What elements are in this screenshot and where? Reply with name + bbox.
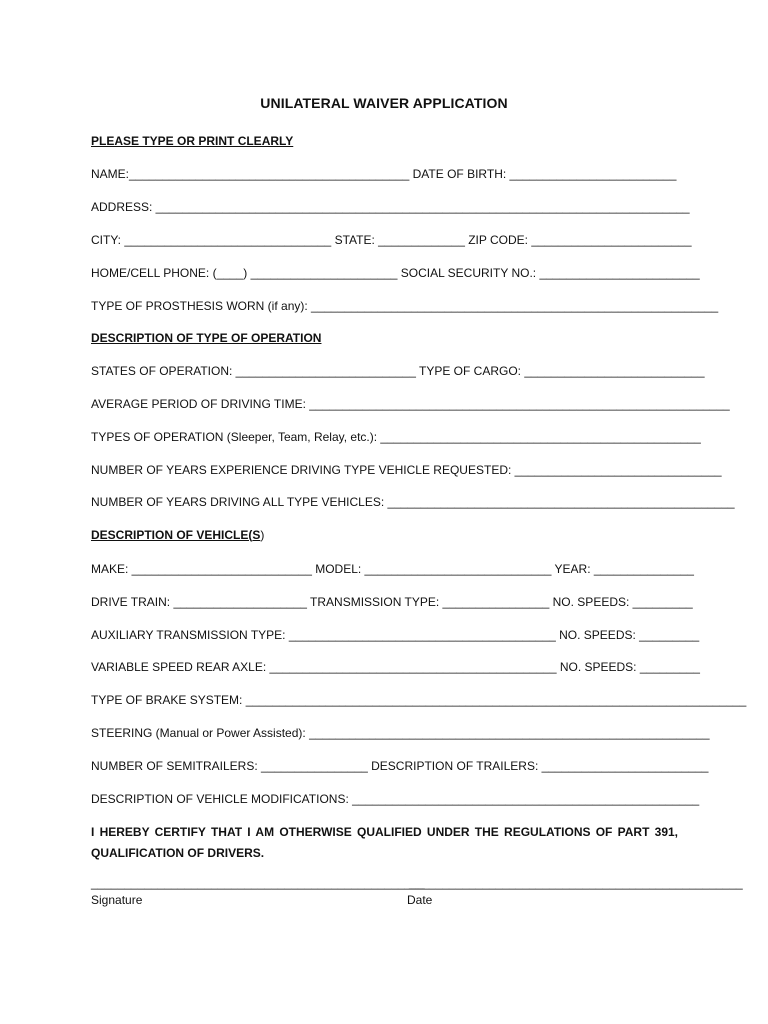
prosthesis-field[interactable]: TYPE OF PROSTHESIS WORN (if any): _____________________________________________________________ [91,299,719,313]
years-requested-field[interactable]: NUMBER OF YEARS EXPERIENCE DRIVING TYPE VEHICLE REQUESTED: _______________________________ [91,463,722,477]
modifications-field[interactable]: DESCRIPTION OF VEHICLE MODIFICATIONS: ____________________________________________________ [91,792,700,806]
semitrailers-field[interactable]: NUMBER OF SEMITRAILERS: ________________ DESCRIPTION OF TRAILERS: _________________________ [91,759,709,773]
form-title: UNILATERAL WAIVER APPLICATION [260,95,508,111]
aux-transmission-field[interactable]: AUXILIARY TRANSMISSION TYPE: ________________________________________ NO. SPEEDS: _________ [91,628,700,642]
vehicle-heading [91,527,681,543]
make-model-year-field[interactable]: MAKE: ___________________________ MODEL: ____________________________ YEAR: _______________ [91,562,694,576]
driving-time-field[interactable]: AVERAGE PERIOD OF DRIVING TIME: _______________________________________________________________ [91,397,730,411]
brake-system-field[interactable]: TYPE OF BRAKE SYSTEM: ___________________________________________________________________________ [91,693,747,707]
date-label: Date [407,893,433,907]
certification-statement: I HEREBY CERTIFY THAT I AM OTHERWISE QUALIFIED UNDER THE REGULATIONS OF PART 391, QUALIFICATION OF DRIVERS. [91,825,678,860]
city-state-zip-field[interactable]: CITY: _______________________________ STATE: _____________ ZIP CODE: ________________________ [91,233,692,247]
phone-ssn-field[interactable]: HOME/CELL PHONE: (____) ______________________ SOCIAL SECURITY NO.: ________________________ [91,266,700,280]
signature-label: Signature [91,893,143,907]
states-cargo-field[interactable]: STATES OF OPERATION: ___________________________ TYPE OF CARGO: ___________________________ [91,364,705,378]
rear-axle-field[interactable]: VARIABLE SPEED REAR AXLE: ___________________________________________ NO. SPEEDS: _________ [91,660,700,674]
vehicle-heading-main: DESCRIPTION OF VEHICLE( [91,528,253,542]
vehicle-heading-end: ) [260,528,265,542]
vehicle-heading-s: S [252,528,261,542]
steering-field[interactable]: STEERING (Manual or Power Assisted): ____________________________________________________________ [91,726,710,740]
operation-types-field[interactable]: TYPES OF OPERATION (Sleeper, Team, Relay, etc.): ________________________________________________ [91,430,701,444]
years-all-field[interactable]: NUMBER OF YEARS DRIVING ALL TYPE VEHICLES: ____________________________________________________ [91,495,735,509]
operation-heading: DESCRIPTION OF TYPE OF OPERATION [91,331,322,345]
address-field[interactable]: ADDRESS: ________________________________________________________________________________ [91,200,690,214]
signature-line[interactable]: __________________________________________________ [91,876,425,890]
name-dob-field[interactable]: NAME:__________________________________________ DATE OF BIRTH: _________________________ [91,167,677,181]
instruction-heading: PLEASE TYPE OR PRINT CLEARLY [91,134,294,148]
drive-train-field[interactable]: DRIVE TRAIN: ____________________ TRANSMISSION TYPE: ________________ NO. SPEEDS: _________ [91,595,693,609]
date-line[interactable]: __________________________________________________ [409,876,743,890]
